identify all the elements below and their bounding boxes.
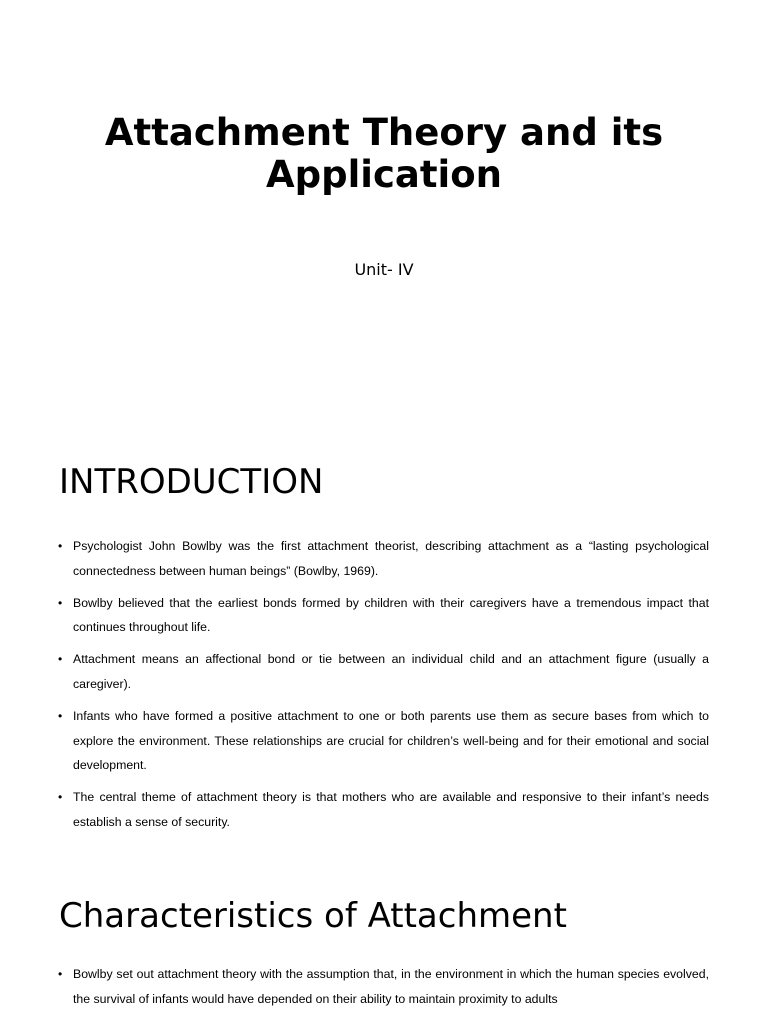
bullet-icon: • bbox=[58, 652, 63, 667]
bullet-item bbox=[59, 591, 709, 641]
bullet-text: Infants who have formed a positive attachment to one or both parents use them as secure bases from which to explore the environment. These relationships are crucial for children’s well-being and for their emotional and social development. bbox=[73, 708, 709, 773]
bullet-text: Bowlby believed that the earliest bonds formed by children with their caregivers have a tremendous impact that continues throughout life. bbox=[73, 595, 709, 635]
presentation-title: Attachment Theory and its Application bbox=[104, 111, 664, 196]
bullet-text: Psychologist John Bowlby was the first attachment theorist, describing attachment as a “lasting psychological connectedness between human beings” (Bowlby, 1969). bbox=[73, 539, 709, 578]
bullet-text: Attachment means an affectional bond or tie between an individual child and an attachment figure (usually a caregiver). bbox=[73, 652, 709, 691]
introduction-bullet-list bbox=[59, 534, 709, 842]
characteristics-heading: Characteristics of Attachment bbox=[59, 896, 567, 936]
bullet-item bbox=[59, 962, 709, 1012]
presentation-subtitle: Unit- IV bbox=[354, 260, 414, 279]
bullet-item bbox=[59, 647, 709, 697]
characteristics-bullet-list bbox=[59, 962, 709, 1019]
bullet-icon: • bbox=[58, 539, 63, 553]
bullet-item bbox=[59, 704, 709, 778]
introduction-heading: INTRODUCTION bbox=[59, 462, 324, 502]
bullet-item bbox=[59, 534, 709, 584]
bullet-text: The central theme of attachment theory is that mothers who are available and responsive to their infant’s needs establish a sense of security. bbox=[73, 790, 709, 829]
bullet-item bbox=[59, 785, 709, 835]
bullet-icon: • bbox=[58, 708, 63, 723]
title-slide bbox=[0, 0, 768, 430]
bullet-icon: • bbox=[58, 790, 63, 805]
bullet-icon: • bbox=[58, 967, 63, 981]
bullet-icon: • bbox=[58, 595, 63, 610]
bullet-text: Bowlby set out attachment theory with the assumption that, in the environment in which the human species evolved, the survival of infants would have depended on their ability to maintain proximity to adults bbox=[73, 967, 709, 1006]
